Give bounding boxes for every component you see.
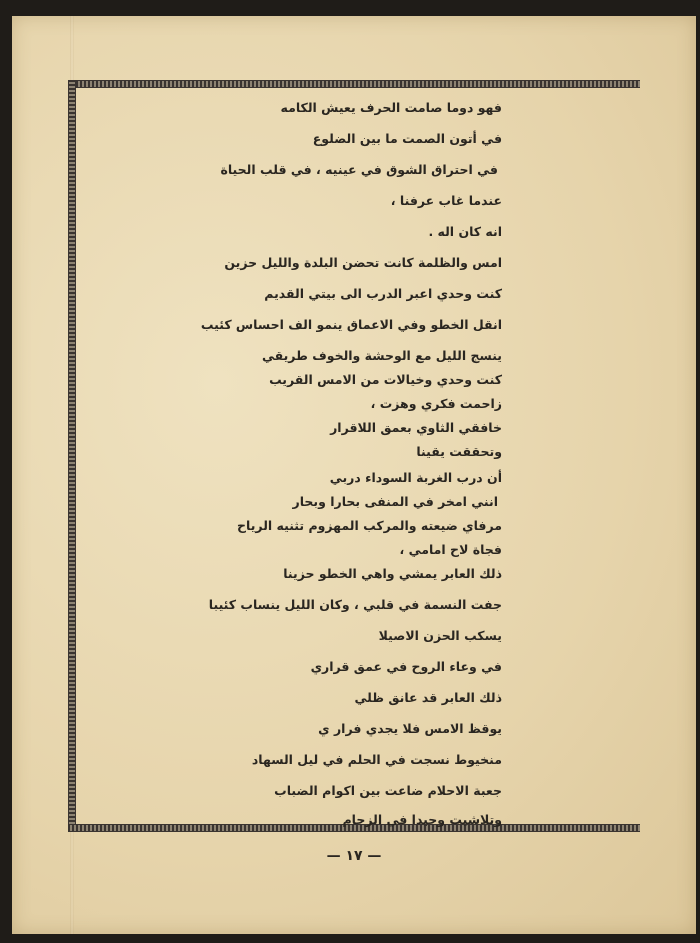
- poem-line-17: فجاة لاح امامي ،: [399, 542, 502, 557]
- poem-line-10: كنت وحدي وخيالات من الامس القريب: [269, 372, 502, 387]
- poem-line-14: أن درب الغربة السوداء دربي: [329, 470, 502, 485]
- poem-line-20: يسكب الحزن الاصيلا: [378, 628, 502, 643]
- poem-line-2: في أتون الصمت ما بين الضلوع: [312, 131, 502, 146]
- page-number: — ١٧ —: [326, 848, 382, 864]
- poem-line-24: منخيوط نسجت في الحلم في ليل السهاد: [251, 752, 502, 767]
- poem-line-3: في احتراق الشوق في عينيه ، في قلب الحياة: [220, 162, 498, 177]
- poem-line-11: زاحمت فكري وهزت ،: [370, 396, 502, 411]
- poem-line-1: فهو دوما صامت الحرف يعيش الكامه: [280, 100, 502, 115]
- document-page: [12, 16, 696, 934]
- poem-line-16: مرفاي ضيعته والمركب المهزوم تثنيه الرياح: [237, 518, 502, 533]
- poem-line-4: عندما غاب عرفنا ،: [390, 193, 502, 208]
- poem-line-9: ينسج الليل مع الوحشة والخوف طريقي: [261, 348, 502, 363]
- border-left: [68, 80, 76, 832]
- poem-line-8: انقل الخطو وفي الاعماق ينمو الف احساس كئيب: [200, 317, 502, 332]
- poem-line-12: خافقي الثاوي بعمق اللاقرار: [330, 420, 502, 435]
- poem-line-13: وتحققت يقينا: [416, 444, 502, 459]
- poem-line-7: كنت وحدي اعبر الدرب الى بيتي القديم: [264, 286, 502, 301]
- poem-line-21: في وعاء الروح في عمق قراري: [310, 659, 502, 674]
- poem-line-6: امس والظلمة كانت تحضن البلدة والليل حزين: [224, 255, 502, 270]
- poem-line-15: انني امخر في المنفى بحارا وبحار: [292, 494, 498, 509]
- poem-line-19: جفت النسمة في قلبي ، وكان الليل ينساب كئيبا: [208, 597, 502, 612]
- poem-line-22: ذلك العابر قد عانق ظلي: [354, 690, 502, 705]
- poem-line-25: جعبة الاحلام ضاعت بين اكوام الضباب: [274, 783, 502, 798]
- poem-line-18: ذلك العابر يمشي واهي الخطو حزينا: [283, 566, 502, 581]
- poem-line-26: وتلاشيت وحيدا في الزحام: [342, 812, 502, 827]
- border-top: [68, 80, 640, 88]
- poem-line-23: يوقظ الامس فلا يجدي فرار ي: [318, 721, 502, 736]
- poem-line-5: انه كان اله .: [428, 224, 502, 239]
